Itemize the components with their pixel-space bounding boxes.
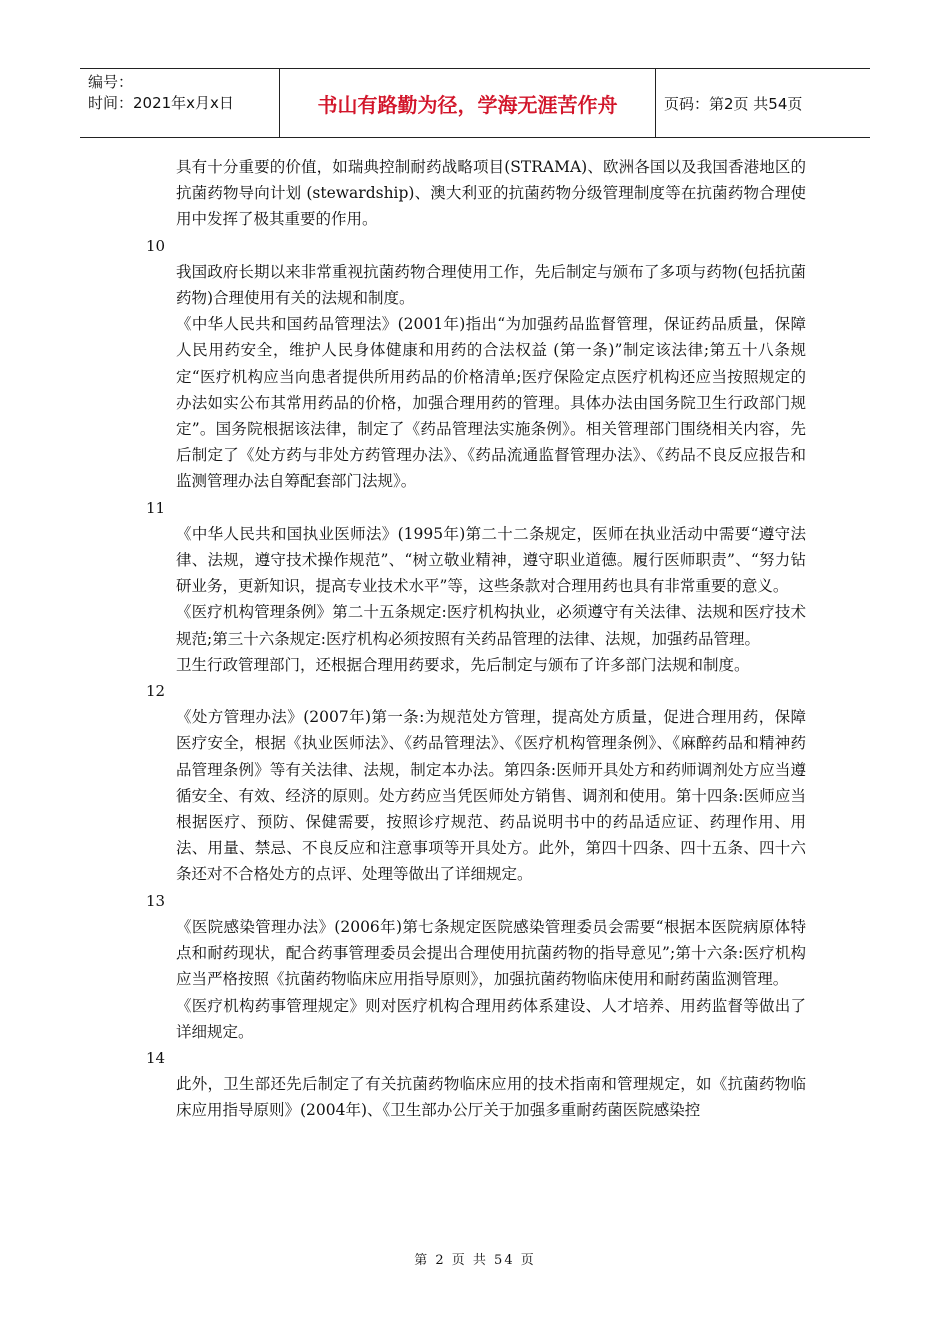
paragraph: 具有十分重要的价值，如瑞典控制耐药战略项目(STRAMA)、欧洲各国以及我国香港地区的抗菌药物导向计划 (stewardship)、澳大利亚的抗菌药物分级管理制度等在抗菌药物合理使用中发挥了极其重要的作用。 <box>176 158 806 229</box>
doc-time-label: 时间：2021年x月x日 <box>88 94 234 112</box>
section-number: 11 <box>146 498 166 517</box>
document-body <box>146 154 806 1124</box>
page-header <box>80 68 870 138</box>
section-number: 12 <box>146 682 166 701</box>
paragraph: 我国政府长期以来非常重视抗菌药物合理使用工作，先后制定与颁布了多项与药物(包括抗菌药物)合理使用有关的法规和制度。 <box>176 262 806 308</box>
page-footer: 第 2 页 共 54 页 <box>414 1253 536 1268</box>
paragraph: 《医疗机构药事管理规定》则对医疗机构合理用药体系建设、人才培养、用药监督等做出了详细规定。 <box>176 996 806 1041</box>
paragraph: 《中华人民共和国药品管理法》(2001年)指出“为加强药品监督管理，保证药品质量，保障人民用药安全，维护人民身体健康和用药的合法权益 (第一条)”制定该法律;第五十八条规定“医疗机构应当向患者提供所用药品的价格清单;医疗保险定点医疗机构还应当按照规定的办法如实公布其常用药品的价格，加强合理用药的管理。具体办法由国务院卫生行政部门规定”。国务院根据该法律，制定了《药品管理法实施条例》。相关管理部门围绕相关内容，先后制定了《处方药与非处方药管理办法》、《药品流通监督管理办法》、《药品不良反应报告和监测管理办法自筹配套部门法规》。 <box>176 315 806 491</box>
paragraph: 卫生行政管理部门，还根据合理用药要求，先后制定与颁布了许多部门法规和制度。 <box>176 655 750 674</box>
paragraph: 《医院感染管理办法》(2006年)第七条规定医院感染管理委员会需要“根据本医院病原体特点和耐药现状，配合药事管理委员会提出合理使用抗菌药物的指导意见”;第十六条:医疗机构应当严格按照《抗菌药物临床应用指导原则》，加强抗菌药物临床使用和耐药菌监测管理。 <box>176 917 806 989</box>
section-number: 14 <box>146 1048 166 1067</box>
section-number: 10 <box>146 236 166 255</box>
paragraph: 《处方管理办法》(2007年)第一条:为规范处方管理，提高处方质量，促进合理用药，保障医疗安全，根据《执业医师法》、《药品管理法》、《医疗机构管理条例》、《麻醉药品和精神药品管理条例》等有关法律、法规，制定本办法。第四条:医师开具处方和药师调剂处方应当遵循安全、有效、经济的原则。处方药应当凭医师处方销售、调剂和使用。第十四条:医师应当根据医疗、预防、保健需要，按照诊疗规范、药品说明书中的药品适应证、药理作用、用法、用量、禁忌、不良反应和注意事项等开具处方。此外，第四十四条、四十五条、四十六条还对不合格处方的点评、处理等做出了详细规定。 <box>176 708 806 884</box>
section-number: 13 <box>146 891 166 910</box>
header-page-info: 页码：第2页 共54页 <box>664 94 803 113</box>
paragraph: 《医疗机构管理条例》第二十五条规定:医疗机构执业，必须遵守有关法律、法规和医疗技术规范;第三十六条规定:医疗机构必须按照有关药品管理的法律、法规，加强药品管理。 <box>176 603 806 648</box>
doc-number-label: 编号： <box>88 73 134 91</box>
header-meta <box>80 69 280 137</box>
paragraph: 此外，卫生部还先后制定了有关抗菌药物临床应用的技术指南和管理规定，如《抗菌药物临床应用指导原则》(2004年)、《卫生部办公厅关于加强多重耐药菌医院感染控 <box>176 1075 806 1120</box>
paragraph: 《中华人民共和国执业医师法》(1995年)第二十二条规定，医师在执业活动中需要“遵守法律、法规，遵守技术操作规范”、“树立敬业精神，遵守职业道德。履行医师职责”、“努力钻研业务，更新知识，提高专业技术水平”等，这些条款对合理用药也具有非常重要的意义。 <box>176 524 806 596</box>
header-motto: 书山有路勤为径，学海无涯苦作舟 <box>280 69 656 137</box>
